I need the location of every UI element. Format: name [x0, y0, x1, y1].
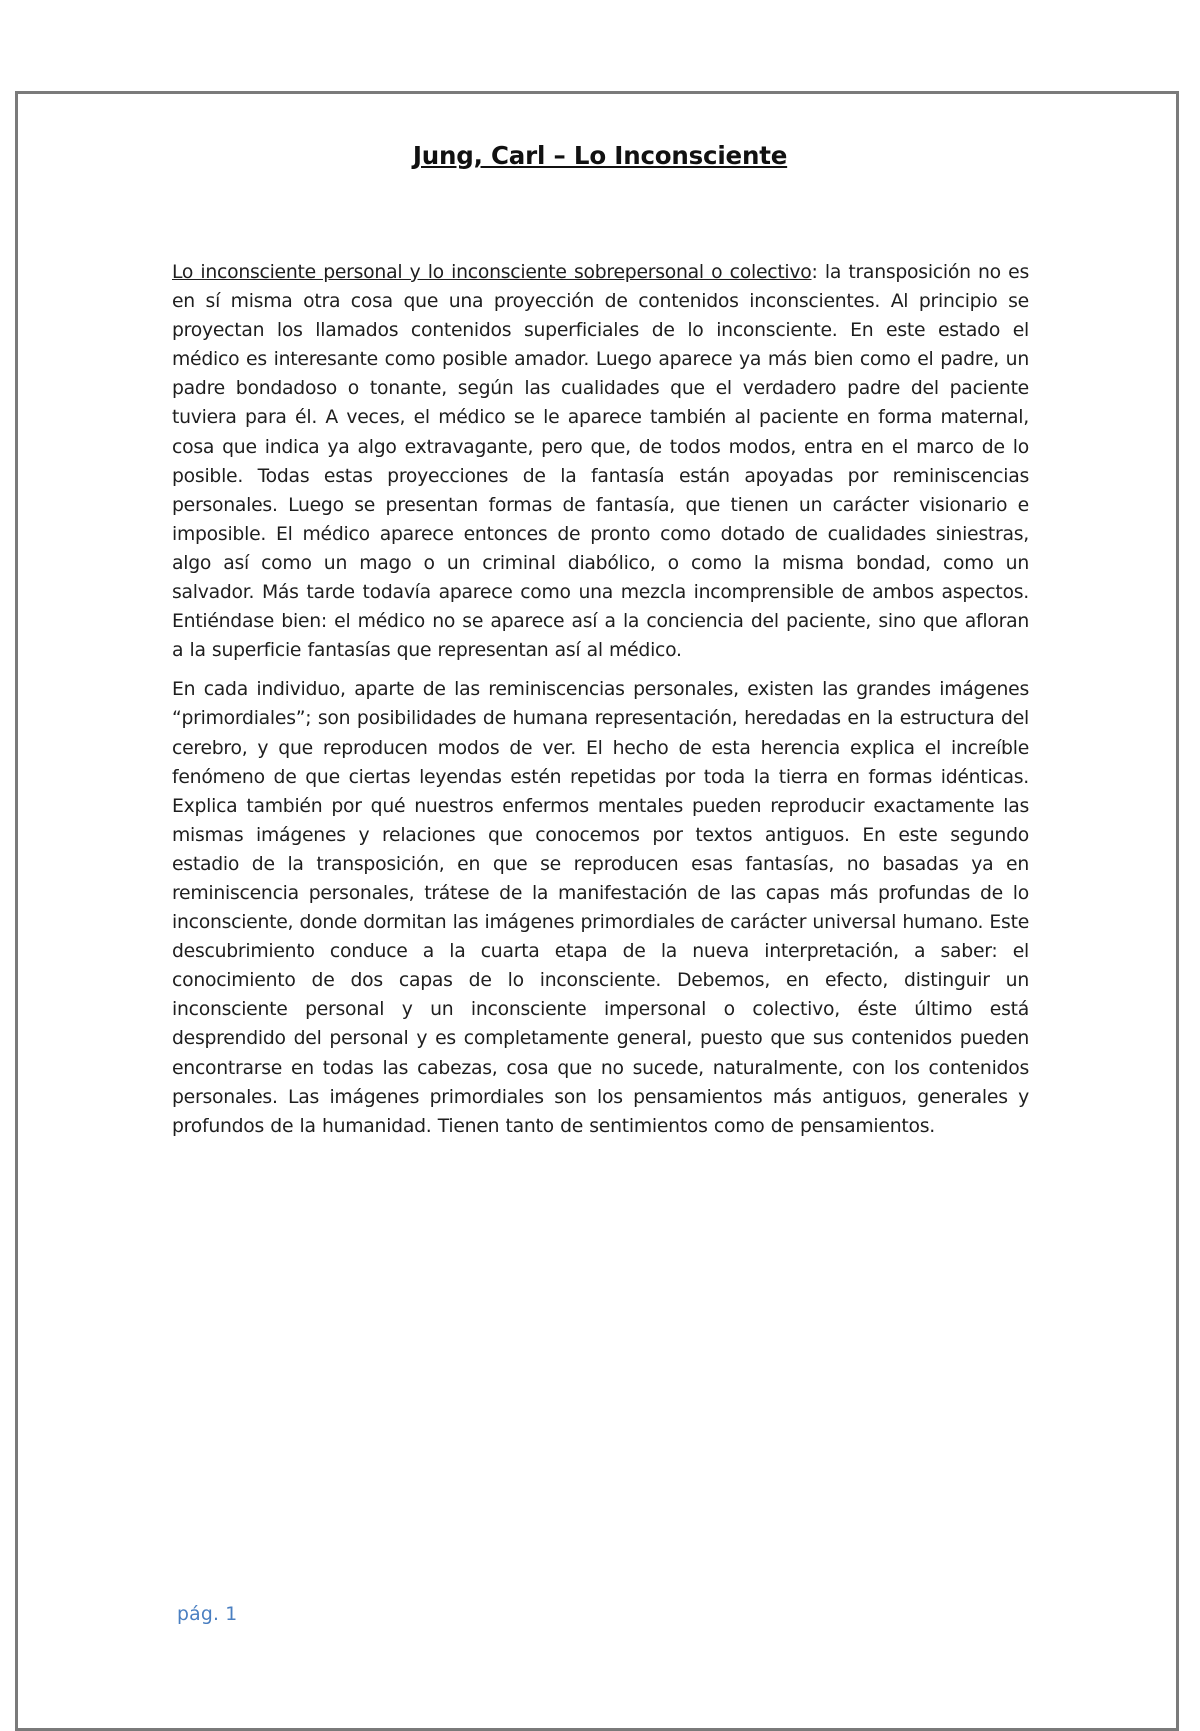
paragraph-1-text: : la transposición no es en sí misma otra cosa que una proyección de contenidos inconscientes. Al principio se proyectan los llamados contenidos superficiales de lo inconsciente. En este estado el médico es interesante como posible amador. Luego aparece ya más bien como el padre, un padre bondadoso o tonante, según las cualidades que el verdadero padre del paciente tuviera para él. A veces, el médico se le aparece también al paciente en forma maternal, cosa que indica ya algo extravagante, pero que, de todos modos, entra en el marco de lo posible. Todas estas proyecciones de la fantasía están apoyadas por reminiscencias personales. Luego se presentan formas de fantasía, que tienen un carácter visionario e imposible. El médico aparece entonces de pronto como dotado de cualidades siniestras, algo así como un mago o un criminal diabólico, o como la misma bondad, como un salvador. Más tarde todavía aparece como una mezcla incomprensible de ambos aspectos. Entiéndase bien: el médico no se aparece así a la conciencia del paciente, sino que afloran a la superficie fantasías que representan así al médico. — [172, 262, 1029, 662]
paragraph-2: En cada individuo, aparte de las reminiscencias personales, existen las grandes imágenes “primordiales”; son posibilidades de humana representación, heredadas en la estructura del cerebro, y que reproducen modos de ver. El hecho de esta herencia explica el increíble fenómeno de que ciertas leyendas estén repetidas por toda la tierra en formas idénticas. Explica también por qué nuestros enfermos mentales pueden reproducir exactamente las mismas imágenes y relaciones que conocemos por textos antiguos. En este segundo estadio de la transposición, en que se reproducen esas fantasías, no basadas ya en reminiscencia personales, trátese de la manifestación de las capas más profundas de lo inconsciente, donde dormitan las imágenes primordiales de carácter universal humano. Este descubrimiento conduce a la cuarta etapa de la nueva interpretación, a saber: el conocimiento de dos capas de lo inconsciente. Debemos, en efecto, distinguir un inconsciente personal y un inconsciente impersonal o colectivo, éste último está desprendido del personal y es completamente general, puesto que sus contenidos pueden encontrarse en todas las cabezas, cosa que no sucede, naturalmente, con los contenidos personales. Las imágenes primordiales son los pensamientos más antiguos, generales y profundos de la humanidad. Tienen tanto de sentimientos como de pensamientos. — [172, 679, 1030, 1137]
paragraph-1 — [172, 258, 1029, 665]
document-body — [172, 258, 1029, 1151]
page-number: pág. 1 — [177, 1604, 238, 1625]
document-title: Jung, Carl – Lo Inconsciente — [412, 141, 788, 170]
paragraph-1-lead-in: Lo inconsciente personal y lo inconsciente sobrepersonal o colectivo — [172, 262, 812, 283]
